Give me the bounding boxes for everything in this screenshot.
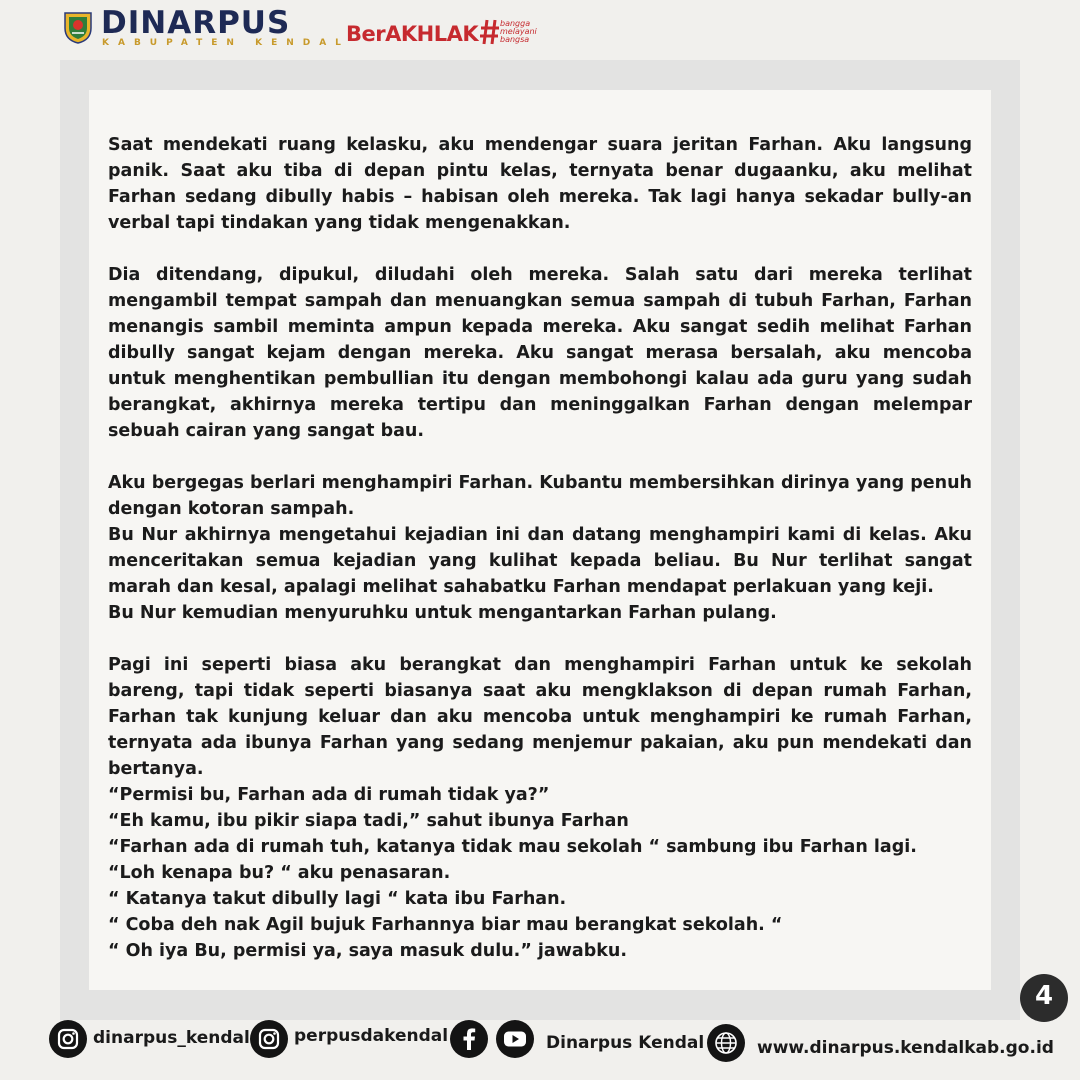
story-text [108, 132, 972, 964]
brand-subtitle: KABUPATEN KENDAL [102, 38, 350, 48]
story-paragraph: Bu Nur kemudian menyuruhku untuk mengantarkan Farhan pulang. [108, 603, 777, 623]
bangga-melayani-bangsa: bangga melayani bangsa [500, 19, 537, 44]
page-number-badge: 4 [1020, 974, 1068, 1022]
dialogue-line: “ Coba deh nak Agil bujuk Farhannya biar mau berangkat sekolah. “ [108, 915, 783, 935]
dialogue-line: “Permisi bu, Farhan ada di rumah tidak ya?” [108, 785, 550, 805]
story-paragraph: Pagi ini seperti biasa aku berangkat dan menghampiri Farhan untuk ke sekolah bareng, tapi tidak seperti biasanya saat aku mengklakson di depan rumah Farhan, Farhan tak kunjung keluar dan aku mencoba untuk menghampiri ke rumah Farhan, ternyata ada ibunya Farhan yang sedang menjemur pakaian, aku pun mendekati dan bertanya. [108, 655, 972, 779]
website-link[interactable]: www.dinarpus.kendalkab.go.id [757, 1038, 1054, 1058]
header [0, 0, 1080, 58]
instagram-icon[interactable] [250, 1020, 288, 1058]
brand-title: DINARPUS [101, 5, 291, 41]
youtube-icon[interactable] [496, 1020, 534, 1058]
kendal-crest-icon [63, 10, 93, 44]
dialogue-line: “ Oh iya Bu, permisi ya, saya masuk dulu.” jawabku. [108, 941, 627, 961]
story-paragraph: Saat mendekati ruang kelasku, aku mendengar suara jeritan Farhan. Aku langsung panik. Saat aku tiba di depan pintu kelas, ternyata benar dugaanku, aku melihat Farhan sedang dibully habis – habisan oleh mereka. Tak lagi hanya sekadar bully-an verbal tapi tindakan yang tidak mengenakkan. [108, 135, 972, 233]
instagram-handle-perpusda[interactable]: perpusdakendal [294, 1026, 449, 1046]
footer [0, 1018, 1080, 1068]
berakhlak-logo: BerAKHLAK [346, 22, 479, 46]
facebook-icon[interactable] [450, 1020, 488, 1058]
social-name[interactable]: Dinarpus Kendal [546, 1033, 705, 1053]
story-paragraph: Bu Nur akhirnya mengetahui kejadian ini dan datang menghampiri kami di kelas. Aku menceritakan semua kejadian yang kulihat kepada beliau. Bu Nur terlihat sangat marah dan kesal, apalagi melihat sahabatku Farhan mendapat perlakuan yang keji. [108, 525, 972, 597]
dialogue-line: “Farhan ada di rumah tuh, katanya tidak mau sekolah “ sambung ibu Farhan lagi. [108, 837, 917, 857]
hashtag-icon [479, 18, 501, 46]
instagram-icon[interactable] [49, 1020, 87, 1058]
story-paragraph: Aku bergegas berlari menghampiri Farhan. Kubantu membersihkan dirinya yang penuh dengan kotoran sampah. [108, 473, 972, 519]
dialogue-line: “Loh kenapa bu? “ aku penasaran. [108, 863, 451, 883]
globe-icon[interactable] [707, 1024, 745, 1062]
instagram-handle-dinarpus[interactable]: dinarpus_kendal [93, 1028, 250, 1048]
dialogue-line: “ Katanya takut dibully lagi “ kata ibu Farhan. [108, 889, 567, 909]
story-paragraph: Dia ditendang, dipukul, diludahi oleh mereka. Salah satu dari mereka terlihat mengambil tempat sampah dan menuangkan semua sampah di tubuh Farhan, Farhan menangis sambil meminta ampun kepada mereka. Aku sangat sedih melihat Farhan dibully sangat kejam dengan mereka. Aku sangat merasa bersalah, aku mencoba untuk menghentikan pembullian itu dengan membohongi kalau ada guru yang sudah berangkat, akhirnya mereka tertipu dan meninggalkan Farhan dengan melempar sebuah cairan yang sangat bau. [108, 265, 972, 441]
dialogue-line: “Eh kamu, ibu pikir siapa tadi,” sahut ibunya Farhan [108, 811, 629, 831]
